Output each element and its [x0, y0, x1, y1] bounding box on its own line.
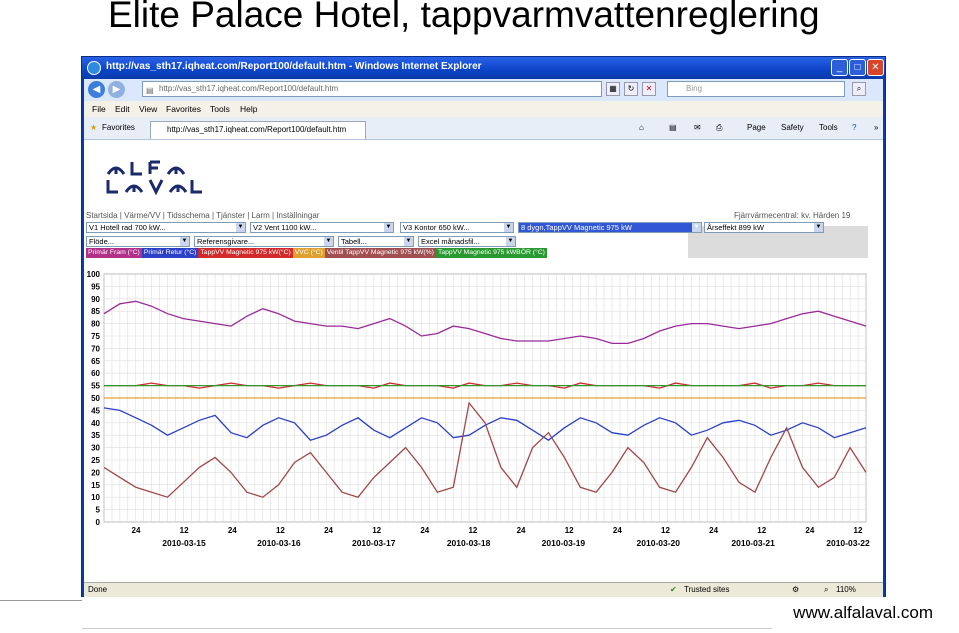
x-tick-label: 12 [372, 526, 382, 535]
x-date-label: 2010-03-21 [731, 538, 775, 548]
chevron-down-icon: ▼ [507, 238, 514, 244]
address-toolbar [84, 79, 883, 101]
menu-bar [84, 101, 883, 117]
window-titlebar[interactable] [82, 57, 885, 79]
zone-text: Trusted sites [684, 585, 730, 594]
x-tick-label: 24 [612, 526, 622, 535]
legend-item: Ventil TappVV Magnetic 975 kW(%) [326, 249, 434, 256]
legend-item: Primär Fram (°C) [88, 249, 140, 256]
y-tick-label: 20 [91, 468, 100, 478]
select-reference-value: Referensgivare... [197, 237, 255, 246]
favorites-star-icon: ★ [90, 123, 98, 132]
trusted-icon: ✔ [670, 585, 677, 594]
page-content [84, 140, 883, 582]
select-v1-value: V1 Hotell rad 700 kW... [89, 223, 166, 232]
select-table-value: Tabell... [341, 237, 367, 246]
footer-divider-2 [82, 628, 772, 629]
forward-button[interactable]: ▶ [108, 81, 125, 98]
app-nav-links[interactable]: Startsida | Värme/VV | Tidsschema | Tjänster | Larm | Inställningar [86, 211, 320, 220]
legend-item: VVC (°C) [294, 249, 323, 256]
menu-edit[interactable]: Edit [115, 104, 130, 114]
chevron-down-icon: ▼ [405, 238, 412, 244]
x-date-label: 2010-03-15 [162, 538, 206, 548]
page-menu[interactable]: Page [747, 123, 766, 132]
footer-divider [0, 600, 82, 601]
y-tick-label: 75 [91, 332, 100, 341]
x-tick-label: 24 [805, 526, 815, 535]
x-date-label: 2010-03-20 [636, 538, 681, 548]
select-annual-power-value: Årseffekt 899 kW [707, 223, 764, 232]
tab-current[interactable] [150, 121, 366, 139]
select-table[interactable] [338, 236, 414, 247]
minimize-button[interactable]: _ [831, 59, 848, 76]
print-icon[interactable]: ⎙ [716, 123, 723, 132]
browser-window [81, 56, 886, 597]
y-tick-label: 45 [91, 406, 100, 416]
legend-item: TappVV Magnetic 975 kWBÖR (°C) [437, 249, 545, 256]
select-flow[interactable] [86, 236, 190, 247]
district-heating-label: Fjärrvärmecentral: kv. Härden 19 [734, 211, 851, 220]
tools-menu[interactable]: Tools [819, 123, 838, 132]
status-text: Done [88, 585, 108, 594]
chevron-down-icon: ▼ [505, 224, 512, 230]
x-date-label: 2010-03-17 [351, 538, 396, 548]
select-period-value: 8 dygn,TappVV Magnetic 975 kW [521, 223, 632, 232]
y-tick-label: 60 [91, 369, 100, 379]
zoom-icon: ⌕ [824, 585, 829, 594]
y-tick-label: 80 [91, 319, 100, 329]
slide-title: Elite Palace Hotel, tappvarmvattenreglering [108, 0, 820, 35]
select-excel-value: Excel månadsfil... [421, 237, 480, 246]
y-tick-label: 55 [91, 381, 100, 391]
trend-chart [84, 260, 883, 580]
legend-item: TappVV Magnetic 975 kW(°C) [200, 249, 291, 256]
y-tick-label: 65 [91, 356, 100, 366]
x-tick-label: 24 [131, 526, 141, 535]
page-icon: ▤ [146, 86, 154, 95]
y-tick-label: 25 [91, 456, 100, 465]
x-date-label: 2010-03-18 [446, 538, 491, 548]
alfa-laval-logo [106, 158, 206, 198]
search-input[interactable] [667, 81, 845, 97]
favorites-bar [84, 117, 883, 140]
close-button[interactable]: ✕ [867, 59, 884, 76]
select-annual-power[interactable] [704, 222, 824, 233]
legend-item: Primär Retur (°C) [143, 249, 197, 256]
select-v1[interactable] [86, 222, 246, 233]
select-period[interactable] [518, 222, 702, 233]
footer-url: www.alfalaval.com [793, 603, 933, 622]
address-text: http://vas_sth17.iqheat.com/Report100/default.htm [159, 84, 339, 93]
menu-view[interactable]: View [139, 104, 158, 114]
select-v2-value: V2 Vent 1100 kW... [253, 223, 317, 232]
ie-icon [87, 61, 101, 75]
x-tick-label: 12 [179, 526, 189, 535]
chevron-down-icon: ▼ [693, 224, 700, 230]
y-tick-label: 40 [91, 418, 100, 428]
address-bar[interactable] [142, 81, 602, 97]
tab-title: http://vas_sth17.iqheat.com/Report100/default.htm [167, 125, 347, 134]
select-excel[interactable] [418, 236, 516, 247]
x-tick-label: 24 [324, 526, 333, 535]
y-tick-label: 95 [91, 282, 100, 292]
chevron-down-icon: ▼ [181, 238, 188, 244]
status-bar [84, 582, 883, 597]
x-tick-label: 12 [468, 526, 478, 535]
select-v3[interactable] [400, 222, 514, 233]
protected-mode-icon[interactable]: ⚙ [792, 585, 800, 594]
back-button[interactable]: ◀ [88, 81, 105, 98]
y-tick-label: 5 [95, 505, 100, 515]
x-tick-label: 12 [757, 526, 767, 535]
select-flow-value: Flöde... [89, 237, 115, 246]
x-date-label: 2010-03-22 [826, 538, 870, 548]
y-tick-label: 100 [86, 270, 100, 279]
x-date-label: 2010-03-19 [541, 538, 586, 548]
y-tick-label: 10 [91, 493, 100, 503]
menu-favorites[interactable]: Favorites [166, 104, 201, 114]
window-title: http://vas_sth17.iqheat.com/Report100/default.htm - Windows Internet Explorer [106, 61, 482, 72]
chevron-down-icon: ▼ [325, 238, 332, 244]
zoom-level[interactable]: 110% [836, 585, 856, 594]
y-tick-label: 85 [91, 307, 100, 317]
chart-legend [86, 248, 547, 258]
y-tick-label: 70 [91, 344, 100, 354]
more-chevron-icon[interactable]: » [874, 123, 879, 132]
favorites-button[interactable]: Favorites [102, 123, 135, 132]
y-tick-label: 90 [91, 294, 100, 304]
x-tick-label: 24 [420, 526, 430, 535]
x-tick-label: 12 [661, 526, 670, 535]
home-icon[interactable]: ⌂ [639, 123, 644, 132]
search-placeholder: Bing [686, 84, 703, 93]
select-reference[interactable] [194, 236, 334, 247]
x-tick-label: 24 [709, 526, 719, 535]
feeds-icon[interactable]: ▤ [669, 123, 677, 132]
y-tick-label: 15 [91, 480, 100, 490]
search-icon[interactable]: ⌕ [852, 82, 866, 96]
x-tick-label: 12 [275, 526, 285, 535]
chevron-down-icon: ▼ [385, 224, 392, 230]
y-tick-label: 30 [91, 443, 100, 453]
mail-icon[interactable]: ✉ [694, 123, 701, 132]
help-icon[interactable]: ? [852, 123, 857, 132]
x-tick-label: 24 [227, 526, 237, 535]
select-v2[interactable] [250, 222, 394, 233]
menu-help[interactable]: Help [240, 104, 258, 114]
menu-file[interactable]: File [92, 104, 106, 114]
y-tick-label: 35 [91, 431, 100, 441]
stop-button[interactable]: ✕ [642, 82, 656, 96]
maximize-button[interactable]: □ [849, 59, 866, 76]
x-date-label: 2010-03-16 [257, 538, 301, 548]
select-v3-value: V3 Kontor 650 kW... [403, 223, 470, 232]
y-tick-label: 50 [91, 394, 100, 403]
y-tick-label: 0 [95, 518, 100, 527]
x-tick-label: 12 [564, 526, 574, 535]
x-tick-label: 12 [853, 526, 863, 535]
refresh-button[interactable]: ↻ [624, 82, 638, 96]
chevron-down-icon: ▼ [815, 224, 822, 230]
compat-view-button[interactable]: ▦ [606, 82, 620, 96]
menu-tools[interactable]: Tools [210, 104, 230, 114]
chevron-down-icon: ▼ [237, 224, 244, 230]
safety-menu[interactable]: Safety [781, 123, 804, 132]
x-tick-label: 24 [516, 526, 526, 535]
